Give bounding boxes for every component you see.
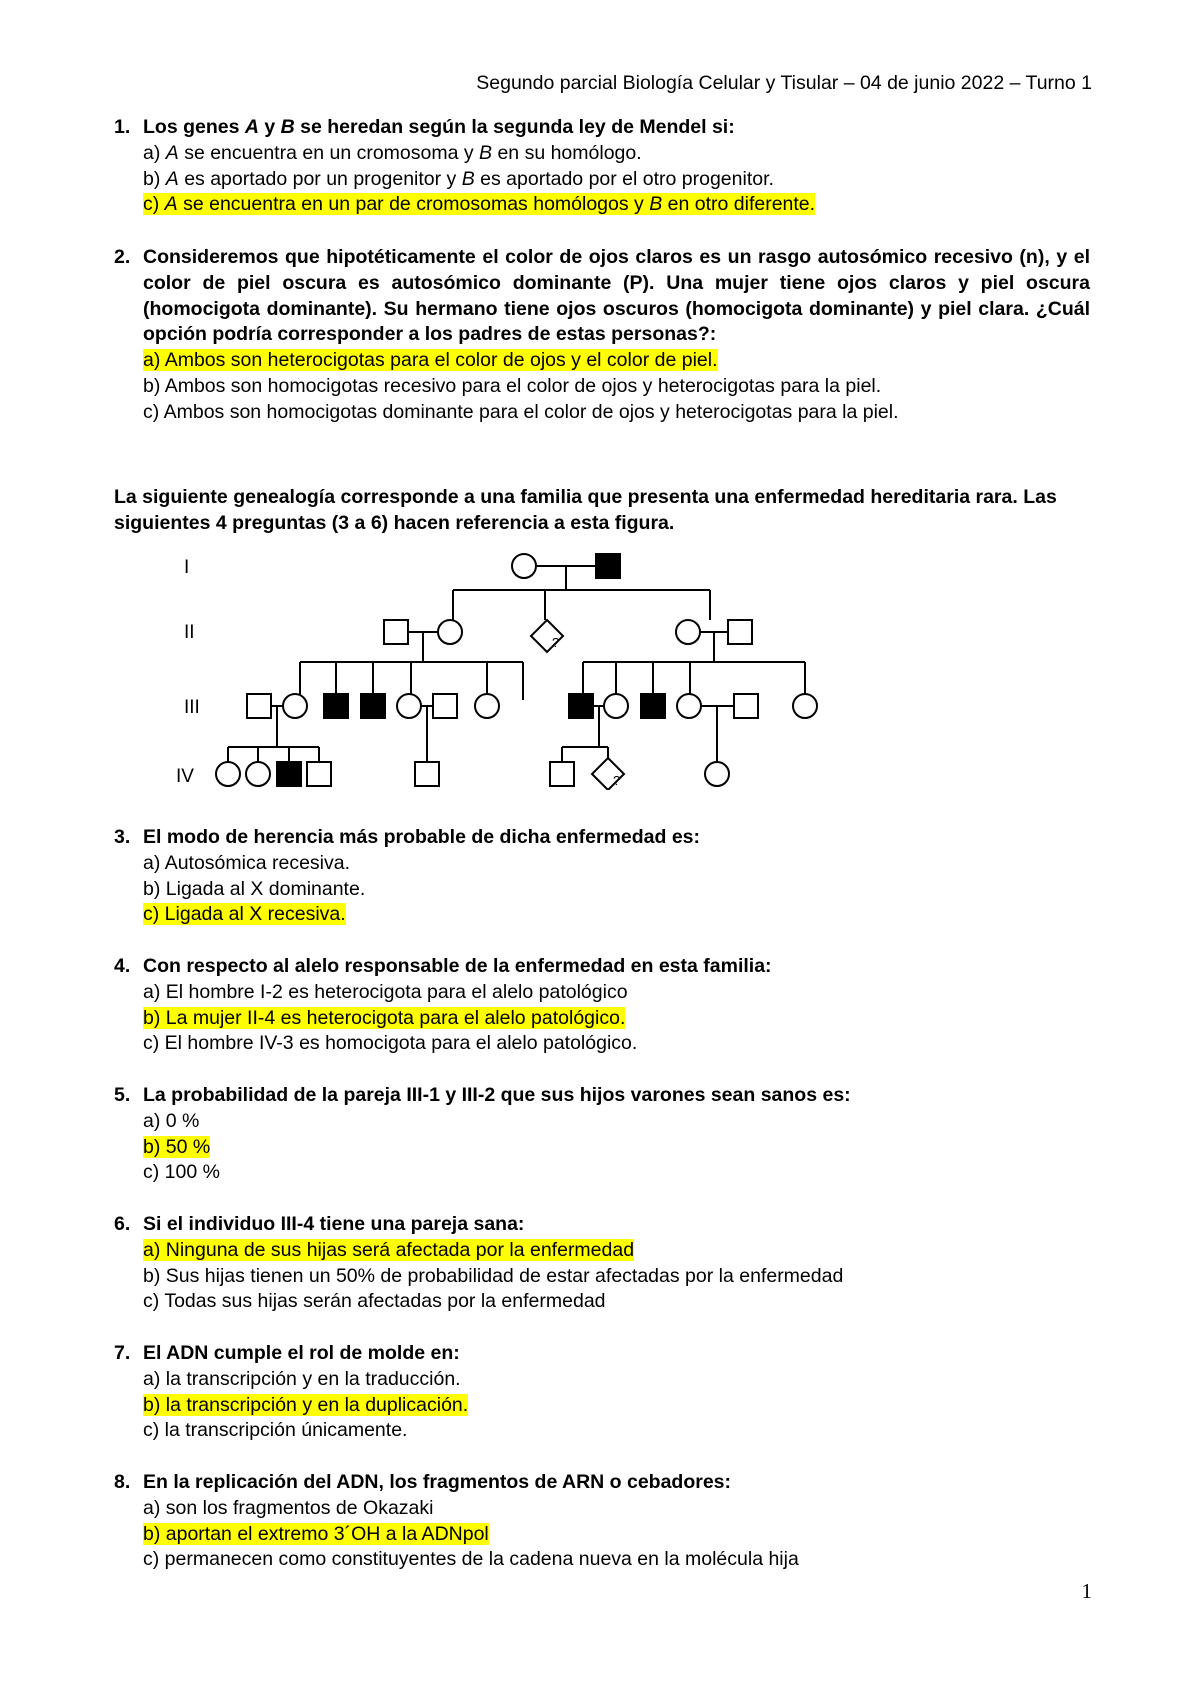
question-stem: La probabilidad de la pareja III-1 y III-2 que sus hijos varones sean sanos es: <box>143 1084 851 1106</box>
generation-label-I: I <box>184 557 190 578</box>
option-c: c) 100 % <box>143 1161 220 1184</box>
option-a: a) A se encuentra en un cromosoma y B en su homólogo. <box>143 141 642 164</box>
question-stem: Consideremos que hipotéticamente el color de ojos claros es un rasgo autosómico recesivo (n), y el color de piel oscura es autosómico dominante (P). Una mujer tiene ojos claros y piel oscura (homocigota dominante). Su hermano tiene ojos oscuros (homocigota dominante) y piel clara. ¿Cuál opción podría corresponder a los padres de estas personas?: <box>143 246 1090 346</box>
individual-III-3-male-affected <box>324 694 348 718</box>
unknown-mark: ? <box>552 635 560 650</box>
option-b-correct: b) 50 % <box>143 1135 211 1158</box>
pedigree-lines <box>228 566 805 762</box>
generation-labels <box>176 557 200 787</box>
individual-III-8-male-affected <box>569 694 593 718</box>
option-c-correct: c) A se encuentra en un par de cromosomas homólogos y B en otro diferente. <box>143 193 816 216</box>
option-b-correct: b) la transcripción y en la duplicación. <box>143 1393 469 1416</box>
question-4 <box>114 954 1090 1057</box>
question-3 <box>114 825 1090 928</box>
question-number: 7. <box>114 1342 131 1364</box>
option-c-correct: c) Ligada al X recesiva. <box>143 903 346 926</box>
individual-III-6-male <box>433 694 457 718</box>
individual-IV-4-male <box>307 762 331 786</box>
question-8 <box>114 1470 1090 1573</box>
individual-III-11-female <box>677 694 701 718</box>
question-stem: El modo de herencia más probable de dicha enfermedad es: <box>143 826 700 848</box>
option-b-correct: b) La mujer II-4 es heterocigota para el alelo patológico. <box>143 1006 626 1029</box>
individual-II-2-female <box>438 620 462 644</box>
individual-II-5-male <box>728 620 752 644</box>
question-number: 8. <box>114 1471 131 1493</box>
option-b: b) Ambos son homocigotas recesivo para el color de ojos y heterocigotas para la piel. <box>143 374 882 397</box>
option-b: b) Ligada al X dominante. <box>143 877 366 900</box>
individual-II-1-male <box>384 620 408 644</box>
individual-III-7-female <box>475 694 499 718</box>
page-number: 1 <box>1081 1579 1092 1603</box>
question-6 <box>114 1212 1090 1315</box>
question-number: 5. <box>114 1084 131 1106</box>
individual-I-1-female <box>512 554 536 578</box>
option-c: c) la transcripción únicamente. <box>143 1419 408 1442</box>
question-stem: Los genes A y B se heredan según la segunda ley de Mendel si: <box>143 116 735 138</box>
individual-IV-5-male <box>415 762 439 786</box>
option-c: c) permanecen como constituyentes de la cadena nueva en la molécula hija <box>143 1548 799 1571</box>
individual-II-4-female <box>676 620 700 644</box>
individual-III-9-female <box>604 694 628 718</box>
option-a: a) son los fragmentos de Okazaki <box>143 1496 434 1519</box>
question-7 <box>114 1341 1090 1444</box>
option-c: c) Todas sus hijas serán afectadas por la enfermedad <box>143 1290 606 1313</box>
pedigree-figure <box>0 540 1200 790</box>
pedigree-intro: La siguiente genealogía corresponde a una familia que presenta una enfermedad hereditaria rara. Las siguientes 4 preguntas (3 a 6) hacen referencia a esta figura. <box>114 486 1057 534</box>
question-2 <box>114 245 1090 426</box>
individual-III-13-female <box>793 694 817 718</box>
question-stem: Si el individuo III-4 tiene una pareja sana: <box>143 1213 525 1235</box>
question-number: 3. <box>114 826 131 848</box>
option-b-correct: b) aportan el extremo 3´OH a la ADNpol <box>143 1522 489 1545</box>
option-b: b) Sus hijas tienen un 50% de probabilidad de estar afectadas por la enfermedad <box>143 1264 844 1287</box>
individual-I-2-male-affected <box>596 554 620 578</box>
unknown-mark: ? <box>613 773 621 788</box>
question-stem: El ADN cumple el rol de molde en: <box>143 1342 460 1364</box>
question-number: 6. <box>114 1213 131 1235</box>
individual-IV-3-male-affected <box>277 762 301 786</box>
generation-label-IV: IV <box>176 766 194 787</box>
option-a-correct: a) Ambos son heterocigotas para el color de ojos y el color de piel. <box>143 349 718 372</box>
individual-IV-1-female <box>216 762 240 786</box>
page-header: Segundo parcial Biología Celular y Tisular – 04 de junio 2022 – Turno 1 <box>476 72 1092 94</box>
option-a: a) El hombre I-2 es heterocigota para el alelo patológico <box>143 980 628 1003</box>
question-5 <box>114 1083 1090 1186</box>
individual-III-12-male <box>734 694 758 718</box>
individual-III-4-male-affected <box>361 694 385 718</box>
option-a: a) 0 % <box>143 1109 200 1132</box>
generation-label-III: III <box>184 697 200 718</box>
option-c: c) Ambos son homocigotas dominante para el color de ojos y heterocigotas para la piel. <box>143 400 899 423</box>
individual-IV-2-female <box>246 762 270 786</box>
individual-III-10-male-affected <box>641 694 665 718</box>
question-number: 4. <box>114 955 131 977</box>
question-number: 2. <box>114 246 131 268</box>
individual-III-1-male <box>247 694 271 718</box>
question-number: 1. <box>114 116 131 138</box>
individual-III-2-female <box>283 694 307 718</box>
individual-IV-8-female <box>705 762 729 786</box>
generation-label-II: II <box>184 622 195 643</box>
individual-IV-6-male <box>550 762 574 786</box>
option-a: a) Autosómica recesiva. <box>143 851 351 874</box>
option-b: b) A es aportado por un progenitor y B es aportado por el otro progenitor. <box>143 167 774 190</box>
question-stem: En la replicación del ADN, los fragmentos de ARN o cebadores: <box>143 1471 732 1493</box>
option-a-correct: a) Ninguna de sus hijas será afectada por la enfermedad <box>143 1238 635 1261</box>
option-c: c) El hombre IV-3 es homocigota para el alelo patológico. <box>143 1032 638 1055</box>
individual-III-5-female <box>397 694 421 718</box>
question-1 <box>114 115 1090 218</box>
option-a: a) la transcripción y en la traducción. <box>143 1367 461 1390</box>
question-stem: Con respecto al alelo responsable de la enfermedad en esta familia: <box>143 955 772 977</box>
